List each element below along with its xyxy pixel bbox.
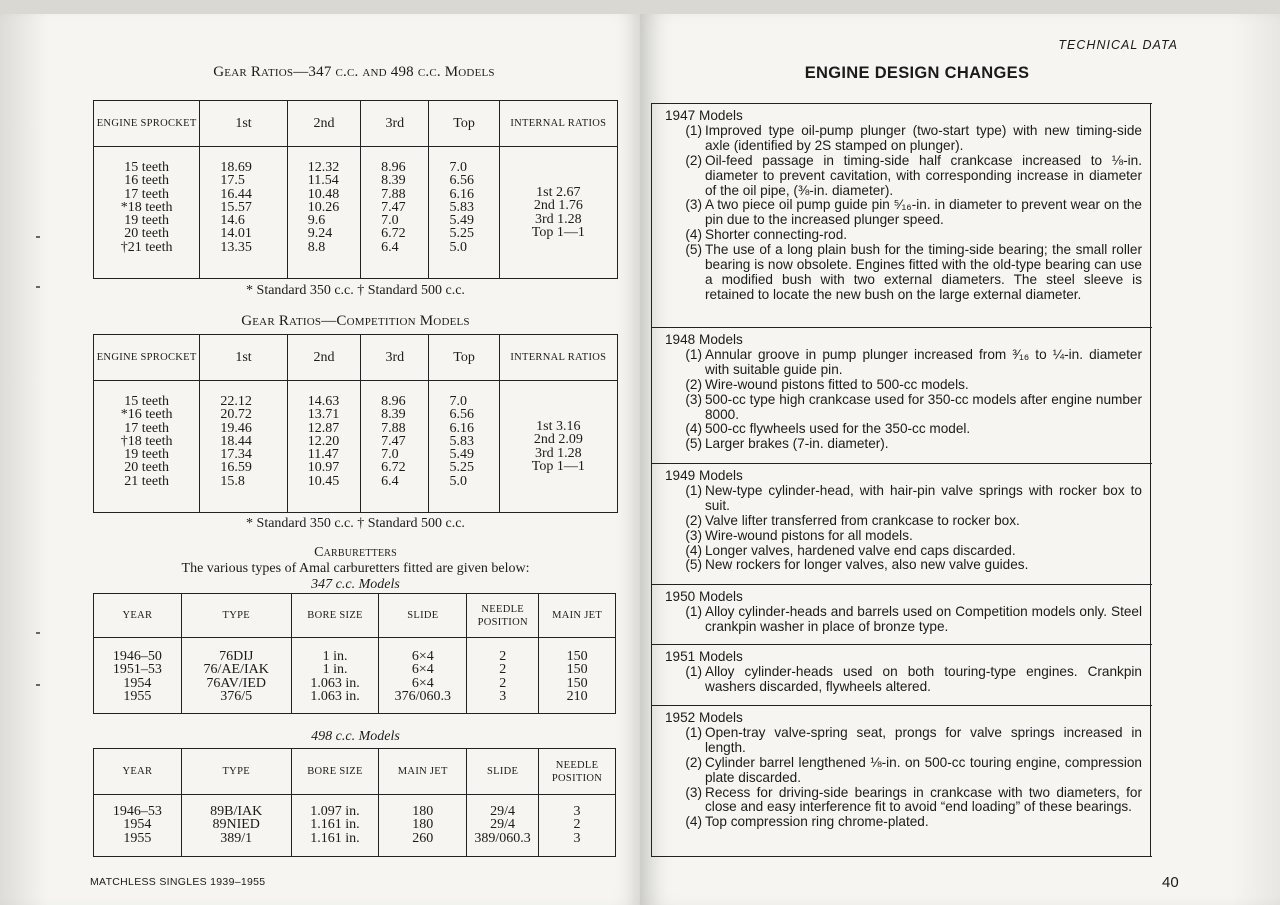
table-cell: 5.0 [449, 473, 467, 489]
table-cell: 5.49 [449, 213, 474, 229]
header-1st: 1st [200, 335, 287, 381]
item-text: Alloy cylinder-heads used on both touring-type engines. Crankpin washers discarded, flywheels altered. [705, 663, 1142, 694]
main-jet-column [539, 638, 616, 714]
header-type: TYPE [181, 749, 291, 795]
item-text: New rockers for longer valves, also new valve guides. [705, 557, 1029, 573]
table-cell: 10.48 [307, 186, 340, 202]
slide-column [379, 638, 467, 714]
table-cell: 150 [566, 675, 588, 691]
table-cell: 21 teeth [124, 473, 170, 489]
competition-footnote: * Standard 350 c.c. † Standard 500 c.c. [246, 516, 465, 531]
item-text: Cylinder barrel lengthened ⅛-in. on 500-cc touring engine, compression plate discarded. [705, 754, 1142, 785]
header-top: Top [429, 335, 499, 381]
item-number: (5) [685, 557, 702, 573]
item-text: A two piece oil pump guide pin ⁵⁄₁₆-in. in diameter to prevent wear on the pin due to the increased plunger speed. [705, 197, 1142, 228]
change-item [665, 393, 1142, 423]
table-cell: 8.39 [381, 407, 406, 423]
ratio-1st-column [200, 381, 287, 513]
table-cell: 20 teeth [124, 460, 170, 476]
table-cell: 3rd 1.28 [534, 445, 582, 461]
header-1st: 1st [200, 101, 287, 147]
change-item [665, 437, 1142, 452]
header-3rd: 3rd [361, 101, 429, 147]
table-cell: 17.34 [220, 447, 252, 463]
item-text: Larger brakes (7-in. diameter). [705, 436, 889, 452]
item-number: (1) [685, 122, 702, 138]
table-cell: 10.26 [307, 199, 340, 215]
header-bore-size: BORE SIZE [291, 594, 379, 638]
table-cell: 1.161 in. [310, 817, 360, 833]
table-cell: 389/060.3 [474, 830, 531, 846]
section-title: ENGINE DESIGN CHANGES [804, 64, 1030, 82]
table-cell: 150 [566, 649, 588, 664]
header-type: TYPE [181, 594, 291, 638]
change-item [665, 154, 1142, 199]
table-cell: 12.87 [307, 420, 340, 436]
change-item [665, 378, 1142, 393]
change-item [665, 605, 1142, 635]
change-item [665, 544, 1142, 559]
item-number: (5) [685, 436, 702, 452]
item-text: 500-cc type high crankcase used for 350-cc models after engine number 8000. [705, 391, 1142, 422]
scan-top-edge [0, 0, 1280, 14]
gear-ratios-title: Gear Ratios—347 c.c. and 498 c.c. Models [213, 64, 495, 80]
table-cell: 3 [573, 830, 581, 846]
carb-347-subtitle: 347 c.c. Models [311, 577, 400, 592]
book-title-footer: MATCHLESS SINGLES 1939–1955 [90, 876, 266, 888]
table-cell: 6.72 [381, 226, 406, 242]
table-cell: 10.45 [307, 473, 340, 489]
table-cell: 7.0 [449, 394, 467, 409]
table-cell: 8.39 [381, 173, 406, 189]
table-cell: 6×4 [411, 649, 434, 664]
item-number: (2) [685, 152, 702, 168]
table-cell: 19.46 [220, 420, 252, 436]
table-cell: 76/AE/IAK [203, 662, 269, 678]
right-page-edge-shadow [1232, 14, 1280, 905]
item-number: (4) [685, 227, 702, 243]
internal-ratios-column [499, 147, 617, 279]
box-rule [651, 856, 1152, 857]
change-item [665, 665, 1142, 695]
table-cell: 17 teeth [124, 420, 170, 436]
table-cell: 3rd 1.28 [534, 211, 582, 227]
ratio-2nd-column [287, 147, 360, 279]
table-cell: 29/4 [490, 804, 516, 819]
item-text: Improved type oil-pump plunger (two-start type) with new timing-side axle (identified by 2S stamped on plunger). [705, 122, 1142, 153]
table-cell: 13.71 [307, 407, 340, 423]
item-number: (1) [685, 663, 702, 679]
item-text: New-type cylinder-head, with hair-pin valve springs with rocker box to suit. [705, 482, 1142, 513]
table-cell: 6.56 [449, 173, 474, 189]
table-cell: 7.47 [381, 199, 406, 215]
item-text: Wire-wound pistons for all models. [705, 527, 913, 543]
table-cell: 376/5 [220, 688, 253, 704]
change-item [665, 228, 1142, 243]
competition-gear-ratios-title: Gear Ratios—Competition Models [241, 313, 470, 329]
sprocket-column [94, 381, 200, 513]
model-year-heading: 1952 Models [665, 710, 743, 725]
item-text: Wire-wound pistons fitted to 500-cc models. [705, 376, 969, 392]
change-item [665, 198, 1142, 228]
table-cell: 15 teeth [124, 394, 170, 409]
table-cell: 2 [573, 817, 581, 833]
table-cell: 14.6 [220, 213, 245, 229]
ratio-3rd-column [361, 147, 429, 279]
slide-column [467, 795, 539, 857]
change-item [665, 815, 1142, 830]
change-item [665, 243, 1142, 303]
item-number: (2) [685, 754, 702, 770]
table-cell: 1.161 in. [310, 830, 360, 846]
table-cell: 6.4 [381, 239, 399, 255]
table-cell: 6×4 [411, 675, 434, 691]
item-number: (4) [685, 814, 702, 830]
carburetters-intro: The various types of Amal carburetters fitted are given below: [181, 561, 530, 576]
ratio-2nd-column [287, 381, 360, 513]
table-cell: 6×4 [411, 662, 434, 678]
ratio-1st-column [200, 147, 287, 279]
table-cell: 14.01 [220, 226, 252, 242]
table-cell: 5.83 [449, 199, 474, 215]
table-cell: 20 teeth [124, 226, 170, 242]
table-cell: 9.24 [307, 226, 333, 242]
table-cell: 17 teeth [124, 186, 170, 202]
item-number: (1) [685, 346, 702, 362]
header-needle-position: NEEDLE POSITION [467, 594, 539, 638]
table-cell: 7.47 [381, 433, 406, 449]
changes-1948 [651, 327, 1151, 463]
item-number: (1) [685, 603, 702, 619]
table-cell: 6.16 [449, 420, 474, 436]
carb-498-table [93, 748, 616, 857]
header-engine-sprocket: ENGINE SPROCKET [94, 101, 200, 147]
item-text: Annular groove in pump plunger increased from ³⁄₁₆ to ¼-in. diameter with suitable guide pin. [705, 346, 1142, 377]
carb-347-table [93, 593, 616, 714]
bore-column [291, 638, 379, 714]
header-engine-sprocket: ENGINE SPROCKET [94, 335, 200, 381]
change-item [665, 726, 1142, 756]
model-year-heading: 1947 Models [665, 108, 743, 123]
table-cell: 12.20 [307, 433, 340, 449]
change-item [665, 484, 1142, 514]
item-number: (5) [685, 242, 702, 258]
table-cell: 18.69 [220, 160, 252, 175]
model-year-heading: 1951 Models [665, 649, 743, 664]
table-cell: 1955 [123, 830, 152, 846]
header-slide: SLIDE [379, 594, 467, 638]
margin-mark [36, 684, 40, 686]
item-number: (1) [685, 482, 702, 498]
table-cell: 5.49 [449, 447, 474, 463]
change-item [665, 529, 1142, 544]
header-3rd: 3rd [361, 335, 429, 381]
year-column [94, 795, 182, 857]
table-cell: 18.44 [220, 433, 252, 449]
table-cell: 1.097 in. [310, 804, 360, 819]
table-cell: 2 [499, 649, 507, 664]
table-cell: 1955 [123, 688, 152, 704]
table-cell: 20.72 [220, 407, 252, 423]
needle-column [467, 638, 539, 714]
model-year-heading: 1950 Models [665, 589, 743, 604]
header-year: YEAR [94, 594, 182, 638]
table-cell: 10.97 [307, 460, 340, 476]
table-cell: 7.0 [449, 160, 467, 175]
change-item [665, 124, 1142, 154]
header-top: Top [429, 101, 499, 147]
table-cell: 180 [412, 804, 434, 819]
item-number: (3) [685, 527, 702, 543]
table-cell: 1954 [123, 817, 152, 833]
table-cell: 76AV/IED [206, 675, 267, 691]
table-cell: 1 in. [322, 662, 348, 678]
item-text: 500-cc flywheels used for the 350-cc model. [705, 421, 971, 437]
item-text: The use of a long plain bush for the timing-side bearing; the small roller bearing is now obsolete. Engines fitted with the old-type bearing can use a modified bush with two external diameters. The steel sleeve is retained to locate the new bush on the large external diameter. [705, 242, 1142, 302]
table-cell: 376/060.3 [394, 688, 452, 704]
table-cell: †18 teeth [120, 433, 173, 449]
table-cell: 15 teeth [124, 160, 170, 175]
competition-gear-ratios-table [93, 334, 618, 513]
table-cell: 5.25 [449, 226, 474, 242]
table-cell: 11.54 [307, 173, 339, 189]
table-cell: 1st 2.67 [536, 184, 581, 200]
header-internal-ratios: INTERNAL RATIOS [499, 101, 617, 147]
table-cell: *18 teeth [120, 199, 173, 215]
ratio-top-column [429, 147, 499, 279]
table-cell: 8.96 [381, 160, 406, 175]
header-main-jet: MAIN JET [539, 594, 616, 638]
table-cell: 2nd 1.76 [533, 198, 583, 214]
model-year-heading: 1948 Models [665, 332, 743, 347]
table-cell: 11.47 [307, 447, 339, 463]
table-cell: 15.8 [220, 473, 245, 489]
table-cell: 14.63 [307, 394, 340, 409]
table-cell: 7.0 [381, 213, 399, 229]
item-number: (3) [685, 391, 702, 407]
table-cell: 13.35 [220, 239, 252, 255]
internal-ratios-column [499, 381, 617, 513]
gear-ratios-table [93, 100, 618, 279]
table-cell: 3 [499, 688, 507, 704]
header-2nd: 2nd [287, 101, 360, 147]
type-column [181, 638, 291, 714]
changes-1950 [651, 584, 1151, 644]
carburetters-title: Carburetters [314, 545, 397, 560]
table-cell: 19 teeth [124, 447, 170, 463]
item-text: Shorter connecting-rod. [705, 227, 848, 243]
needle-column [539, 795, 616, 857]
gear-ratios-footnote: * Standard 350 c.c. † Standard 500 c.c. [246, 283, 465, 298]
item-text: Longer valves, hardened valve end caps discarded. [705, 542, 1016, 558]
header-slide: SLIDE [467, 749, 539, 795]
change-item [665, 422, 1142, 437]
margin-mark [36, 632, 40, 634]
item-number: (2) [685, 376, 702, 392]
table-cell: 76DIJ [219, 649, 254, 664]
table-cell: 1 in. [322, 649, 348, 664]
table-cell: 7.88 [381, 420, 406, 436]
table-cell: 2nd 2.09 [533, 432, 583, 448]
table-cell: 6.16 [449, 186, 474, 202]
table-cell: 8.8 [307, 239, 326, 255]
table-cell: 260 [412, 830, 434, 846]
table-cell: 29/4 [490, 817, 516, 833]
change-item [665, 786, 1142, 816]
page-number: 40 [1162, 874, 1179, 891]
item-number: (3) [685, 784, 702, 800]
table-cell: 16.59 [220, 460, 252, 476]
model-year-heading: 1949 Models [665, 468, 743, 483]
table-cell: †21 teeth [120, 239, 173, 255]
table-cell: Top 1—1 [531, 224, 585, 240]
table-cell: 1946–53 [112, 804, 162, 819]
item-number: (2) [685, 512, 702, 528]
change-item [665, 514, 1142, 529]
changes-1949 [651, 463, 1151, 584]
main-jet-column [379, 795, 467, 857]
table-cell: Top 1—1 [531, 458, 585, 474]
header-main-jet: MAIN JET [379, 749, 467, 795]
header-bore-size: BORE SIZE [291, 749, 379, 795]
table-cell: 1.063 in. [310, 688, 360, 704]
item-number: (4) [685, 421, 702, 437]
changes-1951 [651, 644, 1151, 705]
table-cell: 1.063 in. [310, 675, 360, 691]
ratio-3rd-column [361, 381, 429, 513]
table-cell: 2 [499, 662, 507, 678]
table-cell: 180 [412, 817, 434, 833]
header-year: YEAR [94, 749, 182, 795]
ratio-top-column [429, 381, 499, 513]
table-cell: 5.25 [449, 460, 474, 476]
table-cell: 15.57 [220, 199, 252, 215]
table-cell: 9.6 [307, 213, 326, 229]
carb-498-subtitle: 498 c.c. Models [311, 729, 400, 744]
table-cell: 16 teeth [124, 173, 170, 189]
sprocket-column [94, 147, 200, 279]
table-cell: 6.4 [381, 473, 399, 489]
changes-1947 [651, 103, 1151, 327]
table-cell: 3 [573, 804, 581, 819]
table-cell: 17.5 [220, 173, 245, 189]
table-cell: 19 teeth [124, 213, 170, 229]
table-cell: 89B/IAK [210, 804, 263, 819]
header-needle-position: NEEDLE POSITION [539, 749, 616, 795]
table-cell: 1946–50 [112, 649, 162, 664]
bore-column [291, 795, 379, 857]
year-column [94, 638, 182, 714]
table-cell: 22.12 [220, 394, 252, 409]
type-column [181, 795, 291, 857]
table-cell: 16.44 [220, 186, 252, 202]
table-cell: 6.72 [381, 460, 406, 476]
header-2nd: 2nd [287, 335, 360, 381]
item-text: Valve lifter transferred from crankcase to rocker box. [705, 512, 1020, 528]
table-cell: 1st 3.16 [536, 418, 581, 434]
changes-1952 [651, 705, 1151, 856]
table-cell: 210 [566, 688, 588, 704]
header-internal-ratios: INTERNAL RATIOS [499, 335, 617, 381]
table-cell: 150 [566, 662, 588, 678]
item-text: Oil-feed passage in timing-side half crankcase increased to ⅛-in. diameter to prevent cavitation, with corresponding increase in diameter of the oil pipe, (⅜-in. diameter). [705, 152, 1142, 198]
item-number: (1) [685, 724, 702, 740]
table-cell: 12.32 [307, 160, 340, 175]
item-text: Top compression ring chrome-plated. [705, 814, 929, 830]
table-cell: 1951–53 [112, 662, 162, 678]
item-number: (3) [685, 197, 702, 213]
margin-mark [36, 236, 40, 238]
table-cell: 389/1 [220, 830, 253, 846]
item-text: Recess for driving-side bearings in crankcase with two diameters, for close and easy interference fit to avoid “end loading” of these bearings. [705, 784, 1142, 815]
margin-mark [36, 286, 40, 288]
item-text: Alloy cylinder-heads and barrels used on Competition models only. Steel crankpin washer in place of bronze type. [705, 603, 1142, 634]
left-page-edge-shadow [0, 14, 48, 905]
table-cell: 7.0 [381, 447, 399, 463]
item-number: (4) [685, 542, 702, 558]
change-item [665, 558, 1142, 573]
item-text: Open-tray valve-spring seat, prongs for valve springs increased in length. [705, 724, 1142, 755]
change-item [665, 348, 1142, 378]
table-cell: *16 teeth [120, 407, 173, 423]
table-cell: 8.96 [381, 394, 406, 409]
running-header: TECHNICAL DATA [1058, 38, 1178, 52]
table-cell: 7.88 [381, 186, 406, 202]
table-cell: 1954 [123, 675, 152, 691]
table-cell: 2 [499, 675, 507, 691]
table-cell: 5.0 [449, 239, 467, 255]
table-cell: 6.56 [449, 407, 474, 423]
change-item [665, 756, 1142, 786]
table-cell: 89NIED [212, 817, 260, 833]
table-cell: 5.83 [449, 433, 474, 449]
